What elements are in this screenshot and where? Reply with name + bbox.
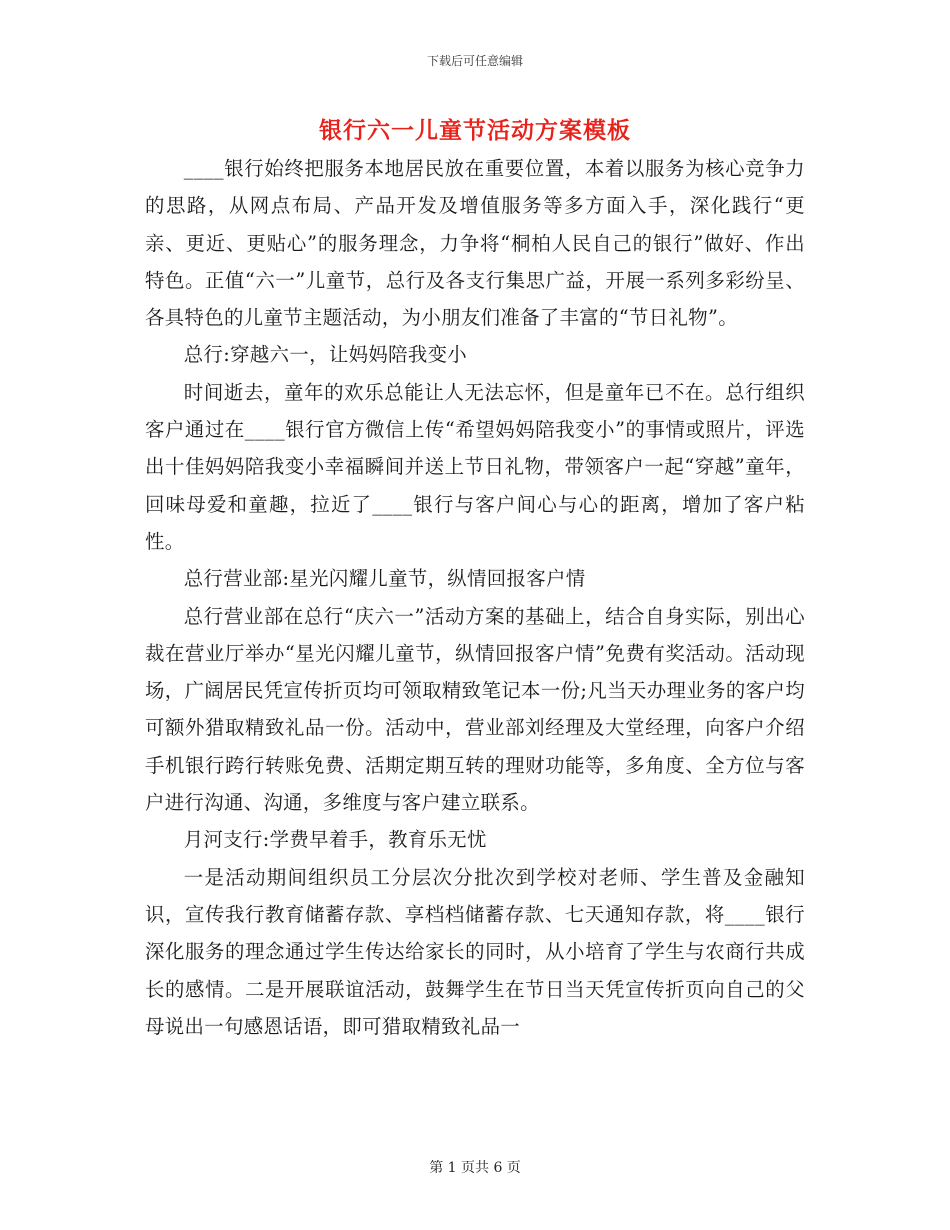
document-title: 银行六一儿童节活动方案模板 — [319, 117, 631, 144]
paragraph-head-office: 时间逝去，童年的欢乐总能让人无法忘怀，但是童年已不在。总行组织客户通过在____银行官方微信上传“希望妈妈陪我变小”的事情或照片，评选出十佳妈妈陪我变小幸福瞬间并送上节日礼物，带领客户一起“穿越”童年，回味母爱和童趣，拉近了____银行与客户间心与心的距离，增加了客户粘性。 — [145, 380, 805, 553]
section-heading-yuehe-branch: 月河支行:学费早着手，教育乐无忧 — [183, 828, 487, 852]
paragraph-intro: ____银行始终把服务本地居民放在重要位置，本着以服务为核心竞争力的思路，从网点布局、产品开发及增值服务等多方面入手，深化践行“更亲、更近、更贴心”的服务理念，力争将“桐柏人民自己的银行”做好、作出特色。正值“六一”儿童节，总行及各支行集思广益，开展一系列多彩纷呈、各具特色的儿童节主题活动，为小朋友们准备了丰富的“节日礼物”。 — [145, 157, 805, 330]
page-header: 下载后可任意编辑 — [426, 54, 523, 68]
section-heading-business-dept: 总行营业部:星光闪耀儿童节，纵情回报客户情 — [183, 567, 586, 591]
section-heading-head-office: 总行:穿越六一，让妈妈陪我变小 — [183, 343, 468, 367]
paragraph-business-dept: 总行营业部在总行“庆六一”活动方案的基础上，结合自身实际，别出心裁在营业厅举办“星光闪耀儿童节，纵情回报客户情”免费有奖活动。活动现场，广阔居民凭宣传折页均可领取精致笔记本一份;凡当天办理业务的客户均可额外猎取精致礼品一份。活动中，营业部刘经理及大堂经理，向客户介绍手机银行跨行转账免费、活期定期互转的理财功能等，多角度、全方位与客户进行沟通、沟通，多维度与客户建立联系。 — [145, 604, 805, 815]
paragraph-yuehe-branch: 一是活动期间组织员工分层次分批次到学校对老师、学生普及金融知识，宣传我行教育储蓄存款、享档档储蓄存款、七天通知存款，将____银行深化服务的理念通过学生传达给家长的同时，从小培育了学生与农商行共成长的感情。二是开展联谊活动，鼓舞学生在节日当天凭宣传折页向自己的父母说出一句感恩话语，即可猎取精致礼品一 — [145, 865, 805, 1038]
document-body — [145, 150, 805, 1045]
page-footer: 第 1 页共 6 页 — [429, 1160, 521, 1176]
